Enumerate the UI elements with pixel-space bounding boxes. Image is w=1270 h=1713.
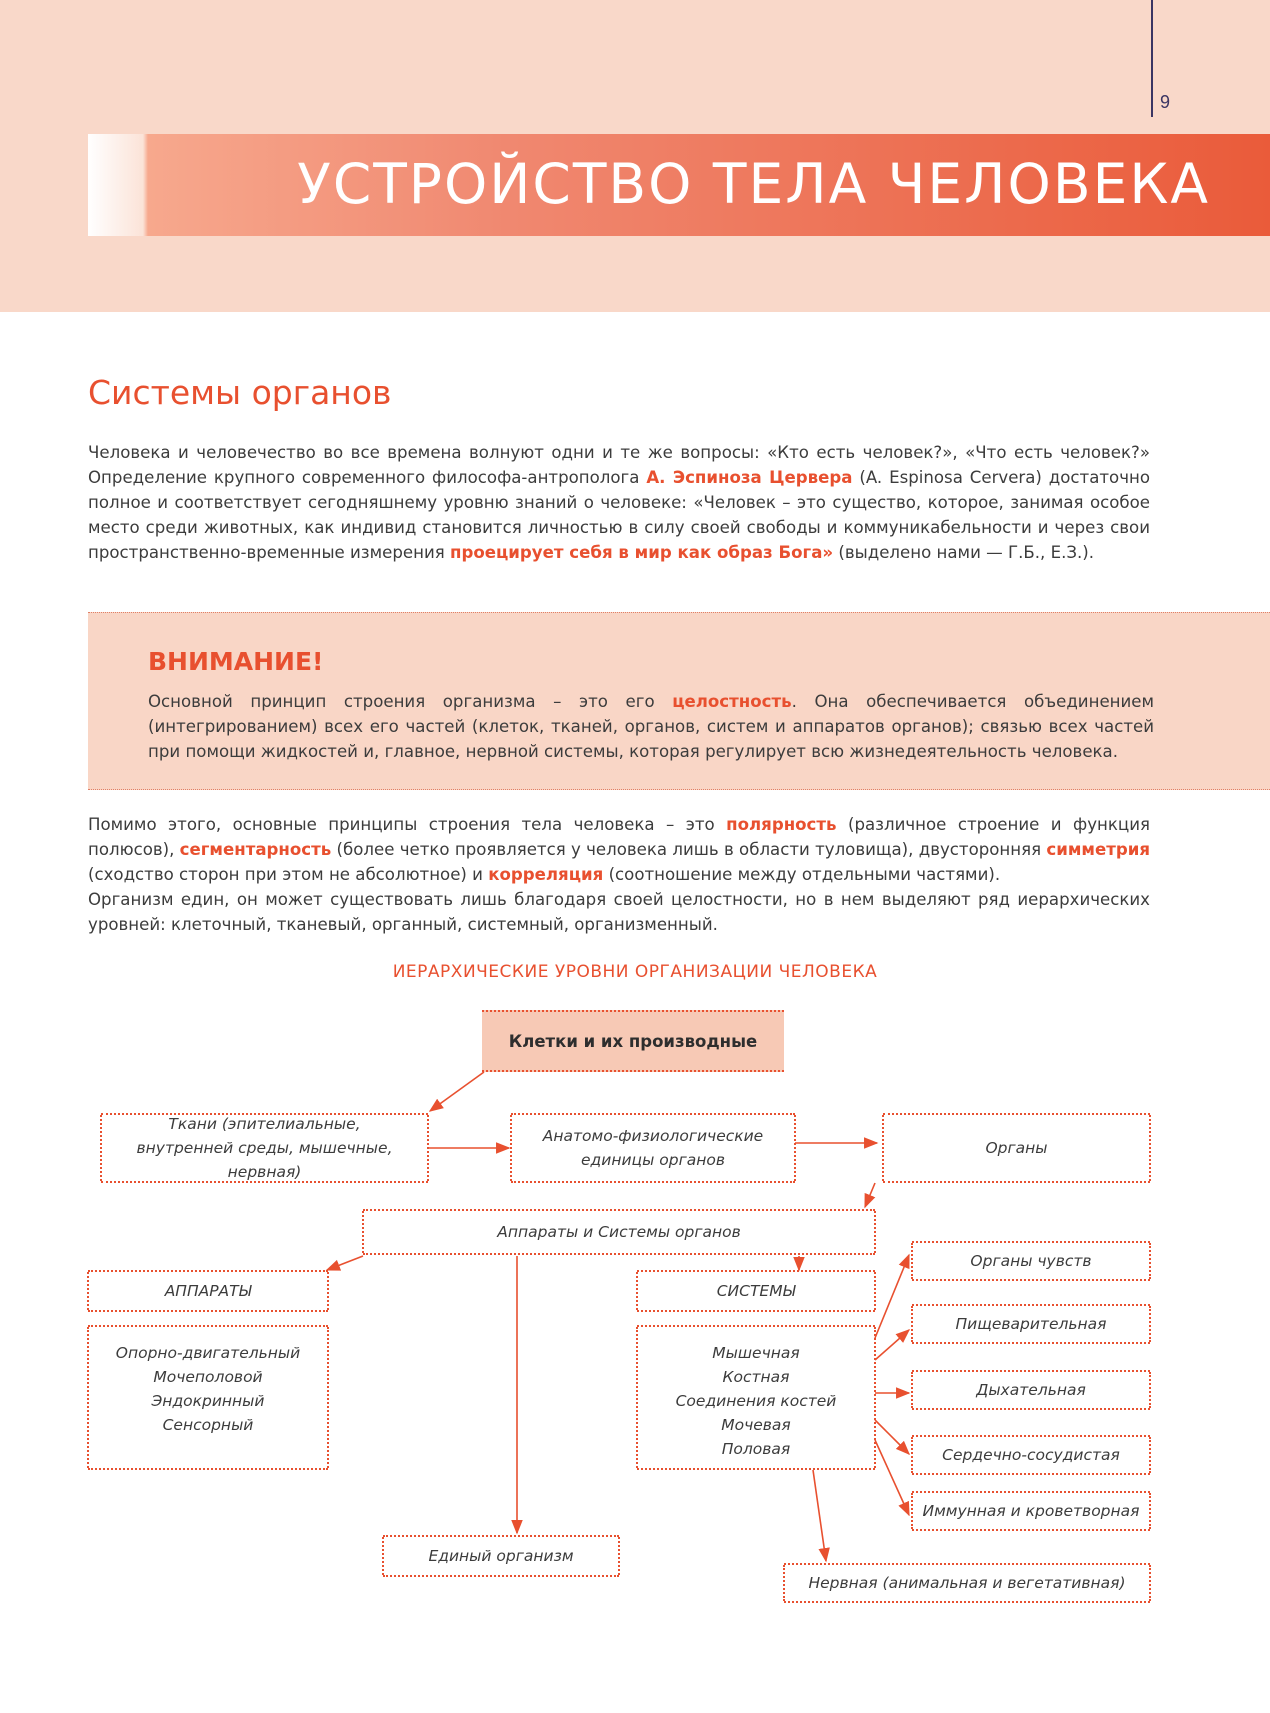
principle-correlation: корреляция (488, 865, 604, 884)
systems-item: Соединения костей (675, 1392, 837, 1410)
attention-text-b: . Она обеспечивается объединением (интегрированием) всех его частей (клеток, тканей, органов, систем и аппаратов органов); связью всех частей при помощи жидкостей и, главное, нервной системы, которая регулирует всю жизнедеятельность человека. (148, 692, 1155, 761)
principle-polarity: полярность (726, 815, 837, 834)
attention-title: ВНИМАНИЕ! (148, 647, 324, 676)
systems-item: Половая (721, 1440, 791, 1458)
principle-segmentation: сегментарность (179, 840, 332, 859)
organs-label: Органы (985, 1139, 1048, 1157)
arrow-to-immune (875, 1440, 909, 1515)
digestive-label: Пищеварительная (955, 1315, 1107, 1333)
arrow-to-cardiovascular (875, 1420, 909, 1454)
arrow-cells-tissues (430, 1072, 484, 1111)
principles-text-b: (различное строение и функция полюсов), (88, 815, 1150, 859)
intro-highlight: проецирует себя в мир как образ Бога» (450, 543, 834, 562)
diagram-title: ИЕРАРХИЧЕСКИЕ УРОВНИ ОРГАНИЗАЦИИ ЧЕЛОВЕКА (392, 962, 878, 982)
cardiovascular-label: Сердечно-сосудистая (942, 1446, 1120, 1464)
arrow-organs-apparatus (865, 1183, 875, 1207)
principles-text-d: (сходство сторон при этом не абсолютное) и (88, 865, 489, 884)
systems-header-label: СИСТЕМЫ (716, 1282, 796, 1300)
apparatus-item: Опорно-двигательный (115, 1344, 301, 1362)
page-title: УСТРОЙСТВО ТЕЛА ЧЕЛОВЕКА (297, 152, 1210, 216)
apparatus-systems-label: Аппараты и Системы органов (497, 1223, 741, 1241)
cells-node: Клетки и их производные (482, 1010, 784, 1072)
intro-text-c: (выделено нами — Г.Б., Е.З.). (833, 543, 1095, 562)
systems-item: Мышечная (712, 1344, 800, 1362)
apparatus-header-label: АППАРАТЫ (164, 1282, 252, 1300)
principles-text-a: Помимо этого, основные принципы строения тела человека – это (88, 815, 727, 834)
tissues-label: Ткани (эпителиальные, внутренней среды, мышечные, нервная) (136, 1115, 393, 1181)
arrow-to-digestive (875, 1330, 909, 1360)
apparatus-item: Сенсорный (162, 1416, 254, 1434)
philosopher-name: А. Эспиноза Цервера (646, 468, 853, 487)
intro-text-a: Человека и человечество во все времена волнуют одни и те же вопросы: «Кто есть человек?», «Что есть человек?» Определение крупного современного философа-антрополога (88, 443, 1150, 487)
intro-text-b: (A. Espinosa Cervera) достаточно полное и соответствует сегодняшнему уровню знаний о человеке: «Человек – это существо, которое, занимая особое место среди животных, как индивид становится личностью в силу своей свободы и коммуникабельности и через свои пространственно-временные измерения (88, 468, 1150, 562)
organism-label: Единый организм (428, 1547, 574, 1565)
page-number: 9 (1160, 92, 1171, 112)
units-label: Анатомо-физиологические единицы органов (542, 1127, 764, 1169)
nervous-label: Нервная (анимальная и вегетативная) (808, 1574, 1126, 1592)
arrow-to-nervous (813, 1470, 826, 1561)
section-title: Системы органов (88, 373, 392, 412)
principle-symmetry: симметрия (1046, 840, 1150, 859)
attention-highlight: целостность (672, 692, 792, 711)
principles-text-p2: Организм един, он может существовать лишь благодаря своей целостности, но в нем выделяют ряд иерархических уровней: клеточный, тканевый, органный, системный, организменный. (88, 890, 1150, 934)
arrow-to-apparatus (327, 1256, 363, 1270)
apparatus-item: Эндокринный (151, 1392, 265, 1410)
apparatus-item: Мочеполовой (153, 1368, 263, 1386)
systems-item: Костная (722, 1368, 790, 1386)
systems-item: Мочевая (721, 1416, 791, 1434)
organ-senses-label: Органы чувств (970, 1252, 1092, 1270)
principles-text-c: (более четко проявляется у человека лишь в области туловища), двусторонняя (331, 840, 1047, 859)
arrow-to-organ-senses (875, 1255, 909, 1338)
respiratory-label: Дыхательная (976, 1381, 1086, 1399)
immune-label: Иммунная и кроветворная (922, 1502, 1140, 1520)
attention-text-a: Основной принцип строения организма – это его (148, 692, 673, 711)
principles-text-e: (соотношение между отдельными частями). (603, 865, 1001, 884)
